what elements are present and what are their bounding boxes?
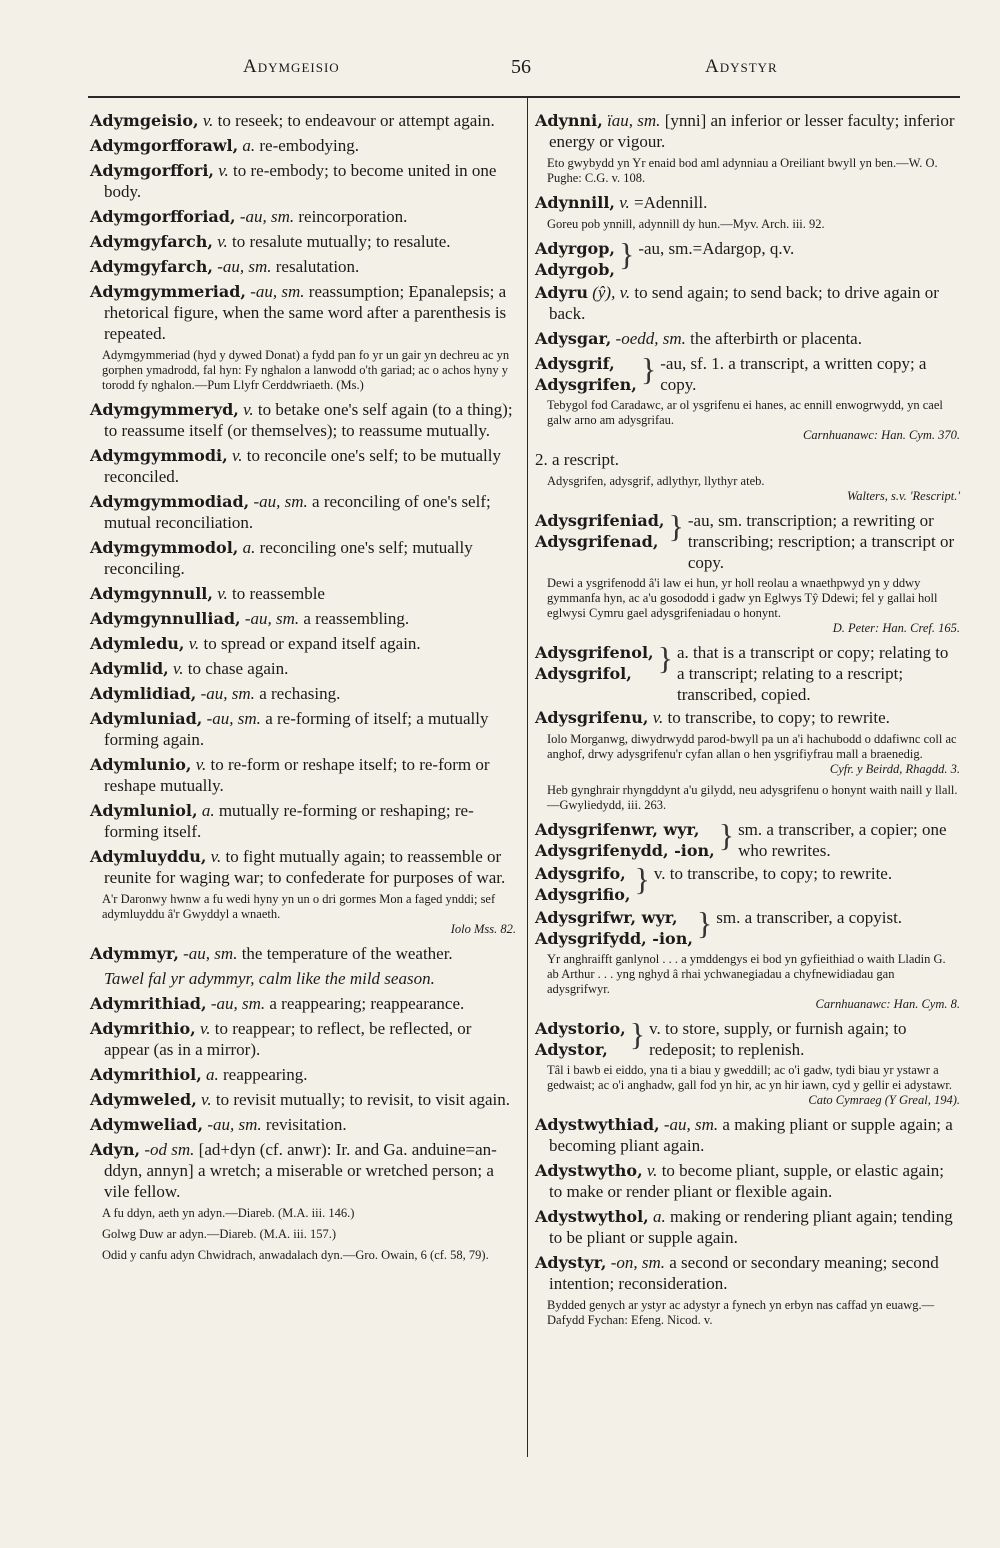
definition: to revisit mutually; to revisit, to visit again. [215,1090,511,1109]
dictionary-entry [90,608,516,629]
definition: -au, sm. transcription; a rewriting or transcribing; rescription; a transcript or copy. [687,511,955,572]
sense-number: 2. a rescript. [535,450,620,469]
part-of-speech: a. [201,801,215,820]
definition: to transcribe, to copy; to rewrite. [667,708,890,727]
headword: Adynnill, [535,193,615,212]
headword: Adymweliad, [90,1115,204,1134]
brace-mark: } [718,817,735,853]
brace-mark: } [618,236,635,272]
part-of-speech: v. [217,584,228,603]
part-of-speech: a. [242,538,256,557]
definition: a second or secondary meaning; second intention; reconsideration. [549,1253,939,1293]
definition: =Adennill. [634,193,708,212]
definition: re-embodying. [259,136,359,155]
definition: revisitation. [265,1115,347,1134]
dictionary-entry [90,583,516,604]
part-of-speech: -od sm. [144,1140,195,1159]
brace-mark: } [629,1016,646,1052]
headword: Adymgymmeryd, [90,400,239,419]
citation-quote [547,1063,960,1108]
part-of-speech: -au, sm. [210,994,266,1013]
brace-mark: } [696,905,713,941]
citation-quote [102,892,516,937]
brace-mark: } [640,351,657,387]
citation-quote [102,1227,516,1242]
headword: Adymrithiad, [90,994,207,1013]
dictionary-entry [90,1089,516,1110]
citation-quote [547,783,960,813]
paired-entry [535,863,960,905]
headword: Adysgrifen, [535,375,637,394]
headword: Adysgrifenad, [535,532,659,551]
part-of-speech: v. [210,847,222,866]
dictionary-entry [90,1114,516,1135]
part-of-speech: -oedd, sm. [615,329,686,348]
headword-pair [535,642,654,684]
headword: Adysgrifenol, [535,643,654,662]
brace-mark: } [668,508,684,544]
quote-text: Goreu pob ynnill, adynnill dy hun.—Myv. Arch. iii. 92. [547,217,825,231]
usage-example: Tawel fal yr adymmyr, calm like the mild season. [104,969,435,988]
headword: Adymgyfarch, [90,232,213,251]
quote-text: Adysgrifen, adysgrif, adlythyr, llythyr ateb. [547,474,765,488]
dictionary-entry [90,281,516,344]
quote-text: Eto gwybydd yn Yr enaid bod aml adynniau a Oreiliant bwyll yn ben.—W. O. Pughe: C.G. v. 108. [547,156,938,185]
definition: to reseek; to endeavour or attempt again. [217,111,495,130]
quote-source: Iolo Mss. 82. [450,922,516,936]
part-of-speech: -au, sm. [207,1115,262,1134]
headword-pair [535,353,637,395]
part-of-speech: v. [619,193,630,212]
definition: v. to store, supply, or furnish again; to redeposit; to replenish. [649,1019,907,1059]
definition: sm. a transcriber, a copyist. [716,908,903,927]
dictionary-entry [535,282,960,324]
quote-source: Cyfr. y Beirdd, Rhagdd. 3. [829,762,960,776]
headword: Adyru [535,283,588,302]
dictionary-entry [90,633,516,654]
part-of-speech: (ŷ), v. [592,283,631,302]
definition: a reappearing; reappearance. [269,994,465,1013]
dictionary-entry [535,707,960,728]
headword: Adysgrifwr, wyr, [535,908,678,927]
part-of-speech: v. [199,1019,211,1038]
definition: to reconcile one's self; to be mutually reconciled. [104,446,501,486]
citation-quote [547,474,960,504]
dictionary-entry [535,192,960,213]
quote-source: Carnhuanawc: Han. Cym. 8. [815,997,960,1011]
dictionary-entry [90,445,516,487]
part-of-speech: v. [173,659,184,678]
definition: a re-forming of itself; a mutually forming again. [104,709,489,749]
citation-quote [102,1206,516,1221]
quote-text: Golwg Duw ar adyn.—Diareb. (M.A. iii. 157.) [102,1227,336,1241]
definition: to send again; to send back; to drive again or back. [549,283,939,323]
quote-text: Adymgymmeriad (hyd y dywed Donat) a fydd pan fo yr un gair yn dechreu ac yn gorphen ymadrodd, fal hyn: Fy nghalon a lanwodd o'th gariad; ac o achos hyny y torodd fy nghalon.—Pum Llyfr Cerddwriaeth. (Ms.) [102,348,510,392]
headword: Adystor, [535,1040,608,1059]
part-of-speech: v. [218,161,229,180]
part-of-speech: -au, sm. [200,684,255,703]
quote-text: Odid y canfu adyn Chwidrach, anwadalach dyn.—Gro. Owain, 6 (cf. 58, 79). [102,1248,489,1262]
definition: [ad+dyn (cf. anwr): Ir. and Ga. anduine=an-ddyn, annyn] a wretch; a miserable or wretched person; a vile fellow. [104,1140,497,1201]
part-of-speech: a. [242,136,256,155]
part-of-speech: v. [188,634,200,653]
quote-text: A fu ddyn, aeth yn adyn.—Diareb. (M.A. iii. 146.) [102,1206,355,1220]
definition: v. to transcribe, to copy; to rewrite. [653,864,893,883]
dictionary-entry [90,993,516,1014]
dictionary-entry [90,206,516,227]
citation-quote [547,1298,960,1328]
dictionary-entry [535,1160,960,1202]
definition: to betake one's self again (to a thing); to reassume itself (or themselves); to reassume mutually. [104,400,513,440]
definition: reappearing. [223,1065,308,1084]
headword: Adymgyfarch, [90,257,213,276]
headword: Adysgrifenu, [535,708,649,727]
paired-entry [535,510,960,573]
part-of-speech: -on, sm. [610,1253,665,1272]
headword: Adysgrif, [535,354,615,373]
citation-quote [547,156,960,186]
paired-entry [535,238,960,280]
definition: to reassemble [231,584,325,603]
dictionary-entry [90,135,516,156]
dictionary-entry [90,708,516,750]
definition: reincorporation. [298,207,408,226]
header-right-guideword: Adystyr [705,56,778,77]
dictionary-entry [90,160,516,202]
header-left-guideword: Adymgeisio [243,56,340,77]
citation-quote [547,217,960,232]
definition: mutually re-forming or reshaping; re-forming itself. [104,801,474,841]
headword: Adymgymmeriad, [90,282,246,301]
definition: resalutation. [275,257,360,276]
headword: Adymluyddu, [90,847,207,866]
definition: sm. a transcriber, a copier; one who rewrites. [738,820,947,860]
headword: Adysgrifo, [535,864,626,883]
quote-text: Yr anghraifft ganlynol . . . a ymddengys ei bod yn gyfieithiad o waith Lladin G. ab Arthur . . . yng nghyd â rhai ychwanegiadau a chyfnewidiadau gan adysgrifwyr. [547,952,946,996]
definition: to fight mutually again; to reassemble or reunite for waging war; to confederate for purposes of war. [104,847,506,887]
dictionary-entry [90,683,516,704]
definition: to become pliant, supple, or elastic again; to make or render pliant or flexible again. [549,1161,944,1201]
dictionary-entry [535,110,960,152]
quote-source: Carnhuanawc: Han. Cym. 370. [803,428,960,442]
citation-quote [547,952,960,1012]
headword: Adystyr, [535,1253,607,1272]
headword: Adymgymmodol, [90,538,239,557]
definition: a rechasing. [259,684,341,703]
headword: Adystwythiad, [535,1115,660,1134]
dictionary-entry [90,399,516,441]
dictionary-entry [535,328,960,349]
headword-pair [535,819,715,861]
definition: a making pliant or supple again; a becoming pliant again. [549,1115,953,1155]
part-of-speech: -au, sm. [250,282,305,301]
headword: Adysgrifol, [535,664,632,683]
headword: Adymmyr, [90,944,179,963]
definition: [ynni] an inferior or lesser faculty; inferior energy or vigour. [549,111,955,151]
dictionary-entry [90,943,516,964]
headword-pair [535,510,665,552]
headword: Adymgeisio, [90,111,199,130]
brace-mark: } [657,640,673,676]
headword: Adymgorffori, [90,161,214,180]
dictionary-entry [90,537,516,579]
headword: Adymrithiol, [90,1065,202,1084]
headword: Adymlid, [90,659,169,678]
headword: Adymgymmodiad, [90,492,250,511]
dictionary-entry [90,1139,516,1202]
part-of-speech: v. [243,400,254,419]
definition: to re-form or reshape itself; to re-form or reshape mutually. [104,755,490,795]
part-of-speech: a. [652,1207,666,1226]
headword: Adystwythol, [535,1207,649,1226]
citation-quote [547,732,960,777]
paired-entry [535,1018,960,1060]
page-number: 56 [511,56,531,78]
quote-text: Tebygol fod Caradawc, ar ol ysgrifenu ei hanes, ac ennill enwogrwydd, yn cael galw arno am adysgrifau. [547,398,943,427]
header-rule [88,96,960,98]
headword: Adynni, [535,111,603,130]
definition: to spread or expand itself again. [203,634,421,653]
part-of-speech: v. [652,708,664,727]
definition: reconciling one's self; mutually reconciling. [104,538,473,578]
headword: Adysgrifydd, -ion, [535,929,693,948]
definition: reassumption; Epanalepsis; a rhetorical figure, when the same word after a parenthesis is repeated. [104,282,507,343]
headword: Adymledu, [90,634,185,653]
definition: -au, sf. 1. a transcript, a written copy; a copy. [660,354,927,394]
dictionary-entry [90,658,516,679]
headword: Adymgorfforiad, [90,207,236,226]
definition: to re-embody; to become united in one body. [104,161,497,201]
headword: Adysgrifenwr, wyr, [535,820,700,839]
headword: Adymlunio, [90,755,192,774]
headword: Adymluniol, [90,801,198,820]
definition: making or rendering pliant again; tending to be pliant or supple again. [549,1207,953,1247]
headword: Adystorio, [535,1019,626,1038]
dictionary-entry [90,491,516,533]
paired-entry [535,907,960,949]
citation-quote [102,348,516,393]
headword-pair [535,907,693,949]
headword: Adymgynnull, [90,584,213,603]
quote-text: Bydded genych ar ystyr ac adystyr a fynech yn erbyn nas caffad yn euawg.—Dafydd Fychan: Efeng. Nicod. v. [547,1298,935,1327]
paired-entry [535,353,960,395]
part-of-speech: v. [195,755,207,774]
headword-pair [535,1018,626,1060]
dictionary-entry [90,1018,516,1060]
headword: Adysgrifenydd, -ion, [535,841,715,860]
part-of-speech: -au, sm. [206,709,261,728]
dictionary-entry [90,256,516,277]
right-column [535,110,960,1334]
quote-text: Iolo Morganwg, diwydrwydd parod-bwyll pa un a'i hachubodd o ddafiwnc coll ac anghof, drwy adysgrifenu'r cyfan allan o hen ysgrifiyfrau mall a braenedig. [547,732,957,761]
part-of-speech: v. [217,232,228,251]
headword: Adymweled, [90,1090,197,1109]
page-header [88,56,958,86]
definition: the temperature of the weather. [241,944,453,963]
quote-text: Dewi a ysgrifenodd â'i law ei hun, yr holl reolau a wnaethpwyd yn y ddwy gymmanfa hyn, ac a'u gosododd i gadw yn Eglwys Tŷ Ddewi; fel y gallai holl eglwysi Cymru gael adysgrifeniadau o honynt. [547,576,938,620]
headword-pair [535,863,630,905]
quote-source: Walters, s.v. 'Rescript.' [847,489,960,503]
part-of-speech: -au, sm. [183,944,238,963]
quote-source: Cato Cymraeg (Y Greal, 194). [808,1093,960,1107]
citation-quote [102,1248,516,1263]
definition: a reassembling. [303,609,410,628]
headword: Adymgorfforawl, [90,136,239,155]
definition: a reconciling of one's self; mutual reconciliation. [104,492,491,532]
quote-source: D. Peter: Han. Cref. 165. [832,621,960,635]
headword: Adymgynnulliad, [90,609,241,628]
part-of-speech: -au, sm. [253,492,308,511]
left-column [90,110,516,1269]
definition: to reappear; to reflect, be reflected, or appear (as in a mirror). [104,1019,472,1059]
part-of-speech: -au, sm. [663,1115,719,1134]
definition: a. that is a transcript or copy; relating to a transcript; relating to a rescript; transcribed, copied. [676,643,949,704]
paired-entry [535,819,960,861]
headword: Adyrgop, [535,239,615,258]
dictionary-entry [90,846,516,888]
part-of-speech: v. [646,1161,658,1180]
headword: Adysgrifio, [535,885,631,904]
headword: Adyrgob, [535,260,615,279]
quote-text: A'r Daronwy hwnw a fu wedi hyny yn un o dri gormes Mon a faged ynddi; sef adymluyddu â'r Gwyddyl a wnaeth. [102,892,496,921]
part-of-speech: v. [201,1090,212,1109]
headword: Adyn, [90,1140,141,1159]
part-of-speech: ïau, sm. [607,111,661,130]
headword-pair [535,238,615,280]
definition: to chase again. [187,659,289,678]
dictionary-entry [90,1064,516,1085]
part-of-speech: -au, sm. [217,257,272,276]
headword: Adymlidiad, [90,684,197,703]
dictionary-entry [90,754,516,796]
definition: to resalute mutually; to resalute. [231,232,451,251]
dictionary-entry [90,800,516,842]
definition: the afterbirth or placenta. [690,329,862,348]
headword: Adystwytho, [535,1161,643,1180]
headword: Adymluniad, [90,709,203,728]
dictionary-entry [535,1114,960,1156]
part-of-speech: v. [202,111,214,130]
citation-quote [547,398,960,443]
paired-entry [535,642,960,705]
part-of-speech: -au, sm. [244,609,300,628]
headword: Adysgrifeniad, [535,511,665,530]
quote-text: Tâl i bawb ei eiddo, yna ti a biau y gweddill; ac o'i gadw, tydi biau yr ystawr a gedwaist; ac o'i anghadw, gall fod yn hir, ac yn hir iawn, cyd y gellir ei adystawr. [547,1063,952,1092]
definition: -au, sm.=Adargop, q.v. [638,239,795,258]
dictionary-entry [535,1252,960,1294]
part-of-speech: a. [206,1065,219,1084]
brace-mark: } [634,861,650,897]
part-of-speech: -au, sm. [239,207,295,226]
dictionary-entry [90,231,516,252]
headword: Adymgymmodi, [90,446,228,465]
dictionary-entry [535,1206,960,1248]
part-of-speech: v. [231,446,243,465]
citation-quote [547,576,960,636]
headword: Adysgar, [535,329,612,348]
column-divider [527,97,528,1457]
quote-text: Heb gynghrair rhyngddynt a'u gilydd, neu adysgrifenu o honynt waith naill y llall.—Gwyliedydd, iii. 263. [547,783,958,812]
headword: Adymrithio, [90,1019,196,1038]
dictionary-entry [90,110,516,131]
